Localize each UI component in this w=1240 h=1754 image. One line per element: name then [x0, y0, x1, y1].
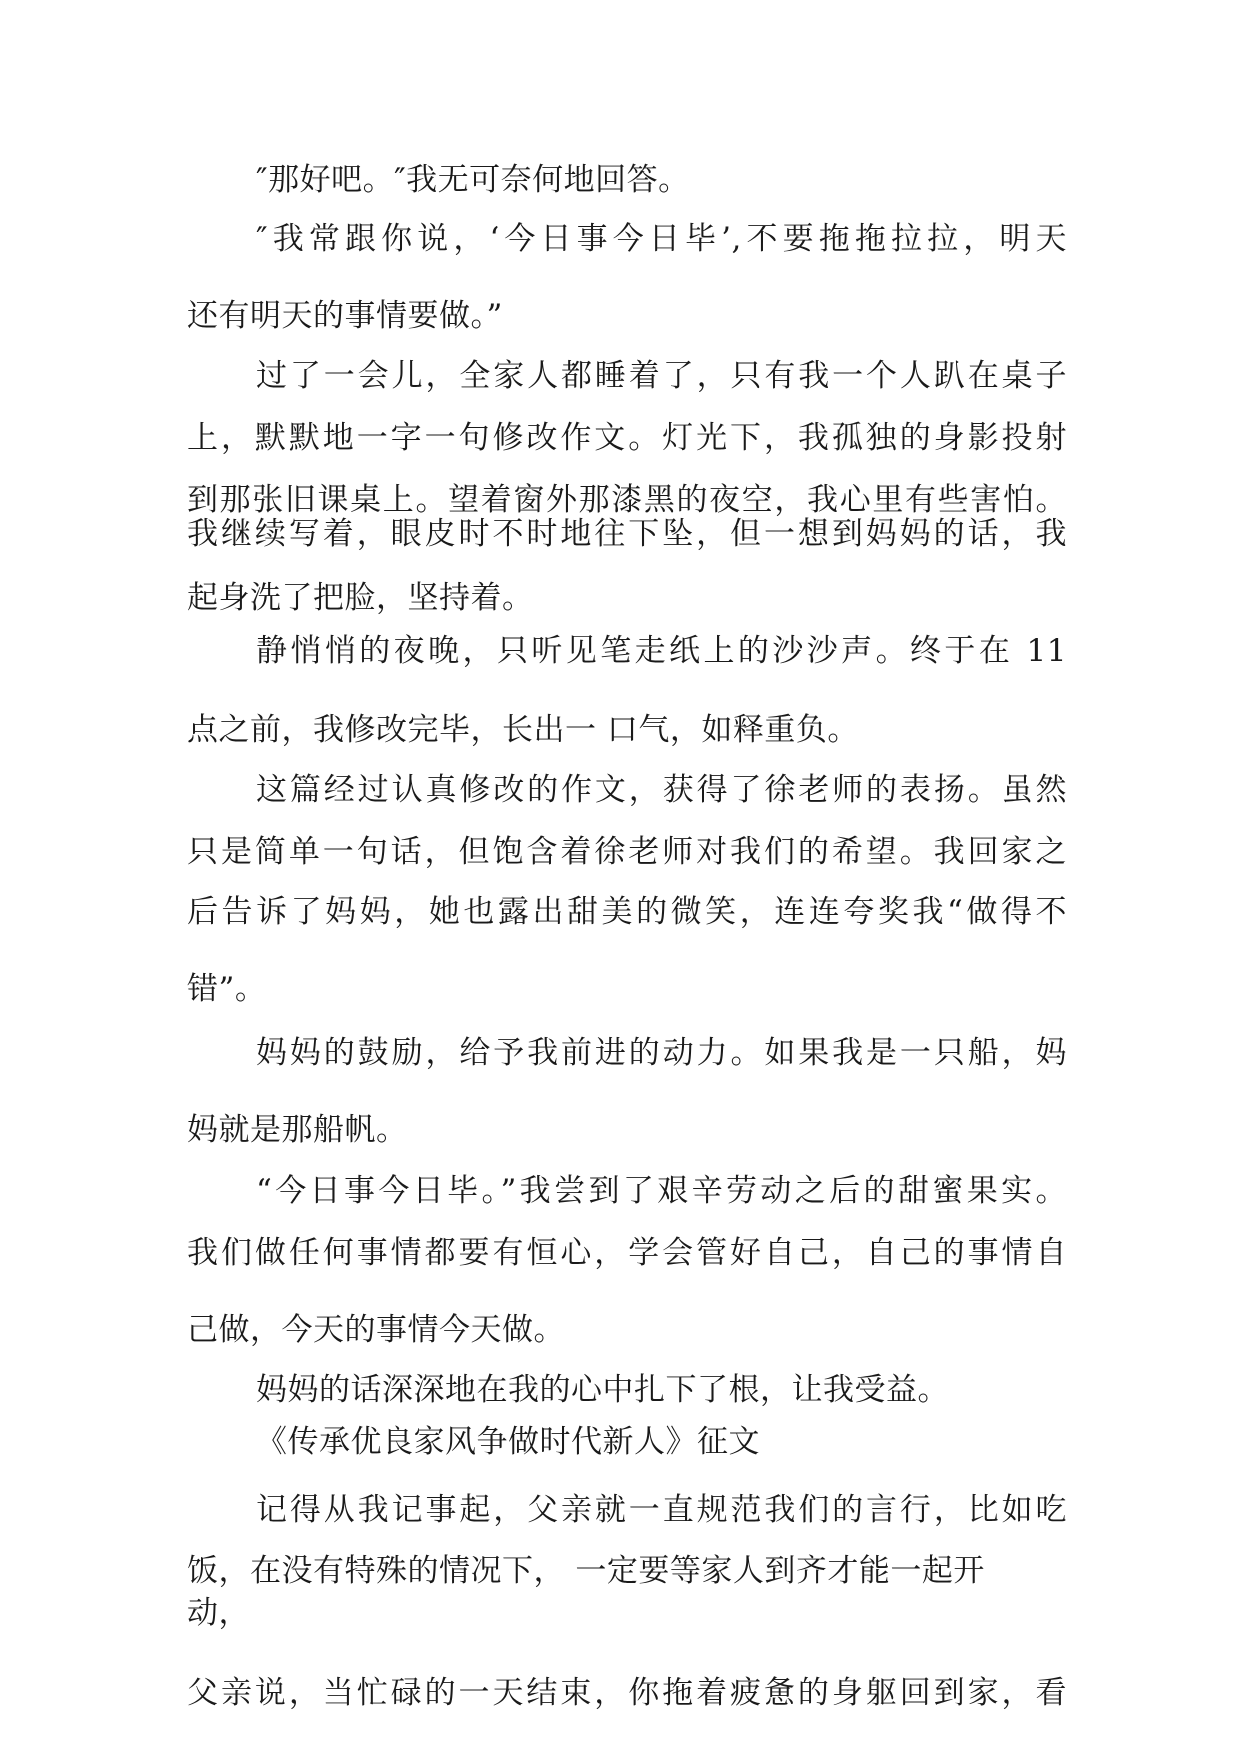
text-line: 到那张旧课桌上。望着窗外那漆黑的夜空，我心里有些害怕。 — [187, 482, 1067, 518]
text-line: 我们做任何事情都要有恒心，学会管好自己，自己的事情自 — [187, 1235, 1067, 1271]
text-line: 妈就是那船帆。 — [187, 1112, 408, 1148]
text-line: 我继续写着，眼皮时不时地往下坠，但一想到妈妈的话，我 — [187, 516, 1067, 552]
text-line: 这篇经过认真修改的作文，获得了徐老师的表扬。虽然 — [256, 772, 1067, 808]
text-line: 静悄悄的夜晚，只听见笔走纸上的沙沙声。终于在 11 — [256, 633, 1067, 669]
text-line: 点之前，我修改完毕，长出一 口气，如释重负。 — [187, 712, 859, 748]
text-line: ″那好吧。″我无可奈何地回答。 — [256, 162, 690, 198]
text-line: 动， — [187, 1595, 250, 1631]
text-line: 妈妈的鼓励，给予我前进的动力。如果我是一只船，妈 — [256, 1035, 1067, 1071]
text-line: 只是简单一句话，但饱含着徐老师对我们的希望。我回家之 — [187, 834, 1067, 870]
text-line: 妈妈的话深深地在我的心中扎下了根，让我受益。 — [256, 1372, 949, 1408]
text-line: 饭，在没有特殊的情况下， 一定要等家人到齐才能一起开 — [187, 1553, 985, 1589]
text-line: 上，默默地一字一句修改作文。灯光下，我孤独的身影投射 — [187, 420, 1067, 456]
text-line: 过了一会儿，全家人都睡着了，只有我一个人趴在桌子 — [256, 358, 1067, 394]
text-line: ″我常跟你说，‘今日事今日毕’,不要拖拖拉拉，明天 — [256, 221, 1067, 257]
text-line: 错”。 — [187, 971, 267, 1007]
text-line: 后告诉了妈妈，她也露出甜美的微笑，连连夸奖我“做得不 — [187, 894, 1067, 930]
essay-title: 《传承优良家风争做时代新人》征文 — [256, 1424, 760, 1460]
text-line: 起身洗了把脸，坚持着。 — [187, 580, 534, 616]
text-line: “今日事今日毕。”我尝到了艰辛劳动之后的甜蜜果实。 — [256, 1173, 1067, 1209]
text-line: 还有明天的事情要做。” — [187, 298, 503, 334]
text-line: 己做，今天的事情今天做。 — [187, 1312, 565, 1348]
text-line: 记得从我记事起，父亲就一直规范我们的言行，比如吃 — [256, 1492, 1067, 1528]
text-line: 父亲说，当忙碌的一天结束，你拖着疲惫的身躯回到家，看 — [187, 1675, 1067, 1711]
